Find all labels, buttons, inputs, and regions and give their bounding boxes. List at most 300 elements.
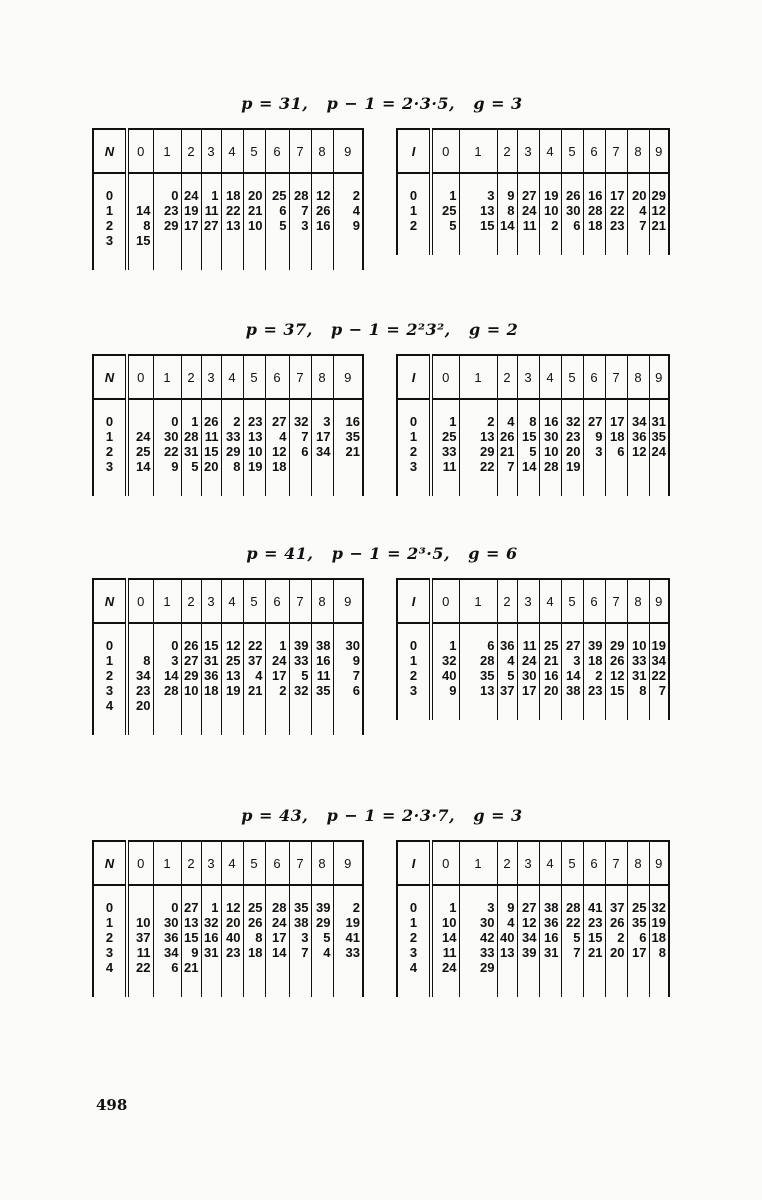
antilog-table: [396, 840, 670, 997]
table-cell: 15: [181, 930, 201, 945]
table-cell: 17: [265, 930, 289, 945]
header-row: [93, 129, 363, 173]
column-header: 7: [605, 579, 627, 623]
table-row: [93, 960, 363, 975]
row-label: 3: [397, 683, 431, 698]
column-header: 4: [221, 579, 243, 623]
table-cell: 31: [181, 444, 201, 459]
table-cell: 7: [289, 203, 311, 218]
column-header: 6: [583, 841, 605, 885]
column-header: 2: [181, 841, 201, 885]
column-header: 0: [431, 841, 459, 885]
table-cell: 4: [311, 945, 333, 960]
table-cell: 23: [583, 683, 605, 698]
table-cell: 18: [605, 429, 627, 444]
table-cell: 29: [459, 444, 497, 459]
row-label: 3: [93, 459, 127, 474]
row-label: 0: [397, 414, 431, 429]
table-cell: 18: [221, 188, 243, 203]
table-row: [93, 203, 363, 218]
table-cell: 25: [265, 188, 289, 203]
table-cell: 0: [153, 188, 181, 203]
column-header: 4: [539, 841, 561, 885]
table-cell: 35: [649, 429, 669, 444]
table-cell: 26: [201, 414, 221, 429]
table-cell: 6: [265, 203, 289, 218]
table-cell: 26: [605, 915, 627, 930]
table-cell: 19: [539, 188, 561, 203]
table-cell: 8: [221, 459, 243, 474]
row-label: 4: [397, 960, 431, 975]
table-cell: 25: [221, 653, 243, 668]
column-header: 7: [289, 129, 311, 173]
row-label: 0: [93, 638, 127, 653]
column-header: 5: [561, 129, 583, 173]
row-label: 0: [397, 188, 431, 203]
table-cell: 8: [243, 930, 265, 945]
table-cell: 18: [265, 459, 289, 474]
table-cell: 22: [243, 638, 265, 653]
table-cell: 2: [221, 414, 243, 429]
column-header: 3: [517, 355, 539, 399]
table-cell: [265, 233, 289, 248]
table-cell: 39: [583, 638, 605, 653]
row-label-header: I: [397, 355, 431, 399]
table-cell: 33: [627, 653, 649, 668]
table-cell: 27: [517, 188, 539, 203]
column-header: 8: [627, 579, 649, 623]
column-header: 0: [431, 129, 459, 173]
column-header: 9: [649, 579, 669, 623]
header-row: [93, 579, 363, 623]
column-header: 6: [265, 841, 289, 885]
table-cell: [333, 960, 363, 975]
table-cell: 5: [497, 668, 517, 683]
table-cell: 37: [605, 900, 627, 915]
table-cell: 30: [153, 915, 181, 930]
table-cell: 1: [431, 188, 459, 203]
table-cell: 6: [627, 930, 649, 945]
table-cell: 1: [431, 638, 459, 653]
table-cell: 1: [431, 900, 459, 915]
table-row: [93, 414, 363, 429]
column-header: 5: [561, 841, 583, 885]
table-row: [397, 668, 669, 683]
row-label-header: N: [93, 129, 127, 173]
table-cell: 4: [497, 915, 517, 930]
table-cell: 4: [243, 668, 265, 683]
column-header: 4: [221, 355, 243, 399]
page-number: 498: [96, 1096, 128, 1114]
table-cell: 31: [627, 668, 649, 683]
table-row: [93, 188, 363, 203]
table-cell: 33: [333, 945, 363, 960]
table-cell: 40: [431, 668, 459, 683]
column-header: 8: [311, 355, 333, 399]
table-cell: 16: [311, 653, 333, 668]
table-cell: 3: [459, 900, 497, 915]
column-header: 9: [333, 579, 363, 623]
column-header: 6: [265, 355, 289, 399]
table-cell: 14: [561, 668, 583, 683]
table-row: [397, 218, 669, 233]
column-header: 1: [153, 579, 181, 623]
column-header: 1: [153, 841, 181, 885]
table-cell: 2: [333, 900, 363, 915]
table-cell: 19: [333, 915, 363, 930]
table-cell: 17: [181, 218, 201, 233]
table-cell: 24: [517, 653, 539, 668]
row-label: 3: [93, 945, 127, 960]
table-cell: 28: [181, 429, 201, 444]
table-cell: [497, 960, 517, 975]
table-cell: 8: [517, 414, 539, 429]
table-cell: 30: [153, 429, 181, 444]
row-label-header: N: [93, 841, 127, 885]
table-cell: 17: [517, 683, 539, 698]
table-cell: 3: [561, 653, 583, 668]
table-cell: 5: [181, 459, 201, 474]
table-cell: 28: [539, 459, 561, 474]
table-cell: 11: [431, 459, 459, 474]
table-cell: 20: [539, 683, 561, 698]
table-cell: 25: [431, 429, 459, 444]
column-header: 1: [459, 579, 497, 623]
table-cell: [153, 233, 181, 248]
column-header: 8: [627, 355, 649, 399]
table-cell: 24: [265, 653, 289, 668]
section-heading: p = 41, p − 1 = 2³·5, g = 6: [246, 544, 518, 563]
column-header: 9: [649, 841, 669, 885]
row-label: 1: [93, 653, 127, 668]
table-cell: 22: [153, 444, 181, 459]
table-row: [397, 444, 669, 459]
table-cell: 11: [517, 638, 539, 653]
table-cell: 7: [497, 459, 517, 474]
row-label: 3: [397, 459, 431, 474]
table-cell: 29: [311, 915, 333, 930]
row-label: 0: [93, 414, 127, 429]
table-cell: 4: [497, 653, 517, 668]
table-cell: [243, 960, 265, 975]
row-label: 3: [93, 233, 127, 248]
table-cell: 14: [497, 218, 517, 233]
table-cell: 34: [311, 444, 333, 459]
table-cell: 25: [539, 638, 561, 653]
column-header: 9: [333, 129, 363, 173]
table-cell: 28: [459, 653, 497, 668]
table-row: [397, 653, 669, 668]
table-cell: 41: [333, 930, 363, 945]
table-cell: 37: [127, 930, 153, 945]
table-cell: 7: [649, 683, 669, 698]
table-cell: 2: [333, 188, 363, 203]
table-cell: 25: [627, 900, 649, 915]
column-header: 6: [583, 355, 605, 399]
table-cell: [221, 960, 243, 975]
column-header: 4: [221, 129, 243, 173]
row-label: 2: [397, 218, 431, 233]
table-cell: 27: [201, 218, 221, 233]
table-cell: 1: [201, 900, 221, 915]
table-cell: 10: [243, 444, 265, 459]
table-cell: 10: [127, 915, 153, 930]
section-heading: p = 43, p − 1 = 2·3·7, g = 3: [241, 806, 523, 825]
column-header: 8: [311, 579, 333, 623]
table-cell: 13: [181, 915, 201, 930]
table-cell: 18: [243, 945, 265, 960]
table-row: [93, 668, 363, 683]
header-row: [93, 841, 363, 885]
row-label: 1: [397, 653, 431, 668]
table-cell: 19: [221, 683, 243, 698]
table-cell: [201, 698, 221, 713]
table-cell: 11: [201, 429, 221, 444]
table-cell: 12: [649, 203, 669, 218]
table-cell: 14: [265, 945, 289, 960]
table-cell: 8: [649, 945, 669, 960]
table-cell: 9: [333, 653, 363, 668]
table-cell: 9: [431, 683, 459, 698]
table-cell: 26: [311, 203, 333, 218]
table-cell: 27: [517, 900, 539, 915]
table-cell: 22: [605, 203, 627, 218]
row-label: 0: [93, 900, 127, 915]
column-header: 1: [459, 129, 497, 173]
table-cell: 30: [333, 638, 363, 653]
table-cell: [605, 459, 627, 474]
table-cell: 22: [561, 915, 583, 930]
table-cell: 6: [333, 683, 363, 698]
table-row: [93, 945, 363, 960]
table-cell: 24: [127, 429, 153, 444]
table-cell: 24: [517, 203, 539, 218]
table-cell: 34: [153, 945, 181, 960]
table-cell: 35: [627, 915, 649, 930]
table-cell: 22: [459, 459, 497, 474]
column-header: 8: [311, 129, 333, 173]
table-cell: 10: [243, 218, 265, 233]
table-cell: [311, 698, 333, 713]
table-cell: 32: [649, 900, 669, 915]
table-cell: 34: [517, 930, 539, 945]
table-cell: 30: [459, 915, 497, 930]
table-cell: 13: [497, 945, 517, 960]
row-label: 1: [93, 203, 127, 218]
table-row: [93, 698, 363, 713]
table-cell: 10: [181, 683, 201, 698]
table-cell: 17: [265, 668, 289, 683]
table-cell: [201, 960, 221, 975]
table-cell: 13: [243, 429, 265, 444]
column-header: 7: [605, 355, 627, 399]
table-cell: 31: [201, 653, 221, 668]
table-cell: [311, 960, 333, 975]
table-cell: 26: [561, 188, 583, 203]
table-cell: 3: [311, 414, 333, 429]
table-cell: 30: [539, 429, 561, 444]
row-label: 3: [93, 683, 127, 698]
table-cell: [265, 960, 289, 975]
table-cell: 15: [459, 218, 497, 233]
table-cell: 8: [627, 683, 649, 698]
table-row: [93, 233, 363, 248]
table-row: [397, 900, 669, 915]
table-cell: [127, 900, 153, 915]
table-cell: 9: [153, 459, 181, 474]
table-cell: 34: [649, 653, 669, 668]
table-cell: 12: [517, 915, 539, 930]
table-cell: 26: [497, 429, 517, 444]
table-cell: 32: [289, 414, 311, 429]
table-cell: 17: [605, 414, 627, 429]
table-cell: 21: [649, 218, 669, 233]
table-cell: 33: [221, 429, 243, 444]
table-cell: 38: [311, 638, 333, 653]
table-row: [93, 915, 363, 930]
table-cell: 35: [311, 683, 333, 698]
row-label-header: I: [397, 129, 431, 173]
index-table: [92, 840, 364, 997]
table-cell: 13: [221, 668, 243, 683]
table-cell: [333, 459, 363, 474]
table-cell: 13: [459, 203, 497, 218]
row-label-header: I: [397, 841, 431, 885]
table-row: [93, 444, 363, 459]
column-header: 3: [517, 129, 539, 173]
table-cell: 19: [181, 203, 201, 218]
row-label-header: N: [93, 355, 127, 399]
table-cell: 22: [649, 668, 669, 683]
table-cell: 11: [201, 203, 221, 218]
table-cell: 28: [265, 900, 289, 915]
table-cell: 10: [539, 444, 561, 459]
table-cell: 29: [181, 668, 201, 683]
table-cell: 5: [561, 930, 583, 945]
row-label: 4: [93, 698, 127, 713]
column-header: 8: [311, 841, 333, 885]
table-cell: 28: [583, 203, 605, 218]
table-cell: [627, 960, 649, 975]
table-cell: 18: [583, 653, 605, 668]
table-cell: 21: [497, 444, 517, 459]
table-cell: 12: [627, 444, 649, 459]
column-header: 6: [583, 579, 605, 623]
table-cell: [127, 188, 153, 203]
row-label: 2: [397, 930, 431, 945]
table-cell: 31: [201, 945, 221, 960]
table-cell: 1: [431, 414, 459, 429]
table-row: [93, 459, 363, 474]
column-header: 2: [497, 841, 517, 885]
table-cell: 21: [243, 683, 265, 698]
table-cell: 12: [605, 668, 627, 683]
column-header: 0: [431, 579, 459, 623]
table-cell: 9: [497, 188, 517, 203]
row-label: 1: [93, 915, 127, 930]
table-row: [397, 638, 669, 653]
table-cell: 11: [517, 218, 539, 233]
row-label: 0: [93, 188, 127, 203]
table-cell: 14: [431, 930, 459, 945]
table-cell: 36: [153, 930, 181, 945]
table-cell: [221, 233, 243, 248]
table-cell: 4: [627, 203, 649, 218]
table-cell: 29: [221, 444, 243, 459]
table-cell: 17: [605, 188, 627, 203]
section-heading: p = 37, p − 1 = 2²3², g = 2: [245, 320, 519, 339]
column-header: 1: [153, 129, 181, 173]
table-row: [93, 653, 363, 668]
table-cell: 8: [497, 203, 517, 218]
column-header: 6: [583, 129, 605, 173]
table-cell: [127, 638, 153, 653]
table-cell: 38: [561, 683, 583, 698]
table-cell: 17: [311, 429, 333, 444]
table-cell: [583, 960, 605, 975]
column-header: 3: [517, 841, 539, 885]
section-heading: p = 31, p − 1 = 2·3·5, g = 3: [241, 94, 523, 113]
table-cell: 15: [517, 429, 539, 444]
table-cell: 5: [431, 218, 459, 233]
column-header: 2: [497, 355, 517, 399]
column-header: 6: [265, 579, 289, 623]
column-header: 4: [539, 355, 561, 399]
table-cell: 32: [561, 414, 583, 429]
table-cell: 27: [583, 414, 605, 429]
table-cell: 12: [265, 444, 289, 459]
table-cell: 2: [583, 668, 605, 683]
table-cell: 36: [539, 915, 561, 930]
table-cell: 15: [605, 683, 627, 698]
table-cell: 24: [431, 960, 459, 975]
table-cell: [649, 459, 669, 474]
column-header: 7: [289, 579, 311, 623]
column-header: 3: [201, 129, 221, 173]
table-cell: 15: [201, 444, 221, 459]
table-cell: 14: [153, 668, 181, 683]
table-cell: 36: [497, 638, 517, 653]
table-cell: 30: [561, 203, 583, 218]
table-cell: 23: [561, 429, 583, 444]
table-cell: 3: [583, 444, 605, 459]
table-cell: 41: [583, 900, 605, 915]
table-cell: 28: [153, 683, 181, 698]
table-cell: 38: [539, 900, 561, 915]
table-cell: 15: [127, 233, 153, 248]
row-label: 0: [397, 638, 431, 653]
table-cell: [289, 960, 311, 975]
table-cell: 16: [311, 218, 333, 233]
table-cell: 13: [221, 218, 243, 233]
table-cell: [539, 960, 561, 975]
table-cell: 23: [153, 203, 181, 218]
table-cell: 21: [181, 960, 201, 975]
table-cell: [181, 233, 201, 248]
table-cell: 2: [605, 930, 627, 945]
column-header: 2: [181, 579, 201, 623]
column-header: 3: [201, 579, 221, 623]
table-cell: 29: [459, 960, 497, 975]
table-cell: 6: [153, 960, 181, 975]
header-row: [397, 579, 669, 623]
table-cell: 6: [459, 638, 497, 653]
column-header: 9: [333, 355, 363, 399]
table-cell: 34: [627, 414, 649, 429]
table-cell: 20: [561, 444, 583, 459]
table-cell: 3: [459, 188, 497, 203]
table-cell: 11: [311, 668, 333, 683]
